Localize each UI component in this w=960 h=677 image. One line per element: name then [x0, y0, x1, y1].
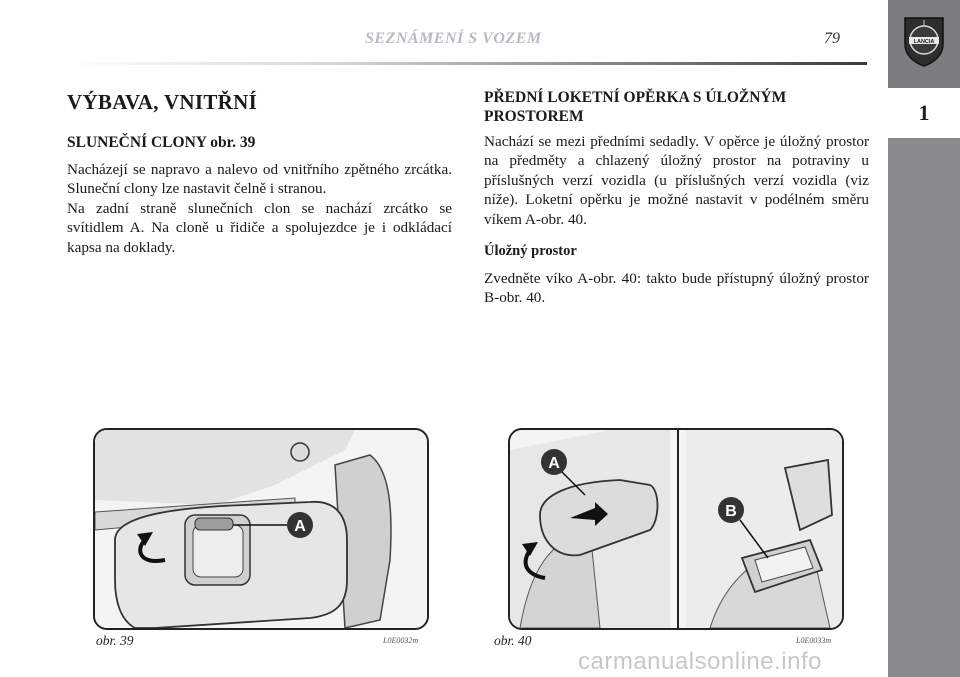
chapter-number: 1 — [918, 100, 930, 125]
figure-label: obr. 40 — [494, 633, 532, 648]
chapter-tab — [888, 88, 960, 138]
figure-code: L0E0032m — [383, 636, 419, 645]
paragraph: Nacházejí se napravo a nalevo od vnitřního zpětného zrcátka. Sluneční clony lze nastavit čelně i stranou. — [67, 161, 452, 198]
chapter-sidebar — [888, 0, 960, 677]
paragraph: Na zadní straně slunečních clon se nachází zrcátko se svítidlem A. Na cloně u řidiče a spolujezdce je i odkládací kapsa na doklady. — [67, 199, 452, 256]
figure-label: obr. 39 — [96, 633, 134, 648]
running-header: SEZNÁMENÍ S VOZEM — [365, 30, 542, 47]
right-column — [484, 88, 869, 308]
paragraph: Nachází se mezi předními sedadly. V opěrce je úložný prostor na předměty a chlazený úložný prostor na potraviny u příslušných verzí vozidla (u příslušných verzí vozidla (viz níže). Loketní opěrku je možné nastavit v podélném směru víkem A-obr. 40. — [484, 133, 869, 228]
watermark: carmanualsonline.info — [578, 648, 822, 675]
lancia-logo-icon — [901, 14, 947, 68]
page-number: 79 — [824, 30, 840, 47]
figure-40-armrest — [508, 428, 844, 630]
subheading-sun-visors: SLUNEČNÍ CLONY obr. 39 — [67, 134, 256, 151]
callout-b: B — [725, 503, 737, 520]
armrest-illustration — [510, 430, 842, 628]
logo-text: LANCIA — [913, 39, 935, 45]
paragraph: Zvedněte víko A-obr. 40: takto bude přístupný úložný prostor B-obr. 40. — [484, 270, 869, 307]
left-column — [67, 88, 452, 257]
header-rule — [67, 62, 867, 65]
callout-a: A — [548, 455, 560, 472]
sidebar-logo-area — [888, 0, 960, 88]
figure-code: L0E0033m — [796, 636, 832, 645]
sun-visor-illustration — [95, 430, 427, 628]
section-heading: VÝBAVA, VNITŘNÍ — [67, 90, 258, 114]
figure-39-sun-visor — [93, 428, 429, 630]
subheading-storage: Úložný prostor — [484, 243, 577, 260]
callout-a: A — [294, 518, 306, 535]
subheading-armrest: PŘEDNÍ LOKETNÍ OPĚRKA S ÚLOŽNÝM PROSTOREM — [484, 89, 787, 125]
